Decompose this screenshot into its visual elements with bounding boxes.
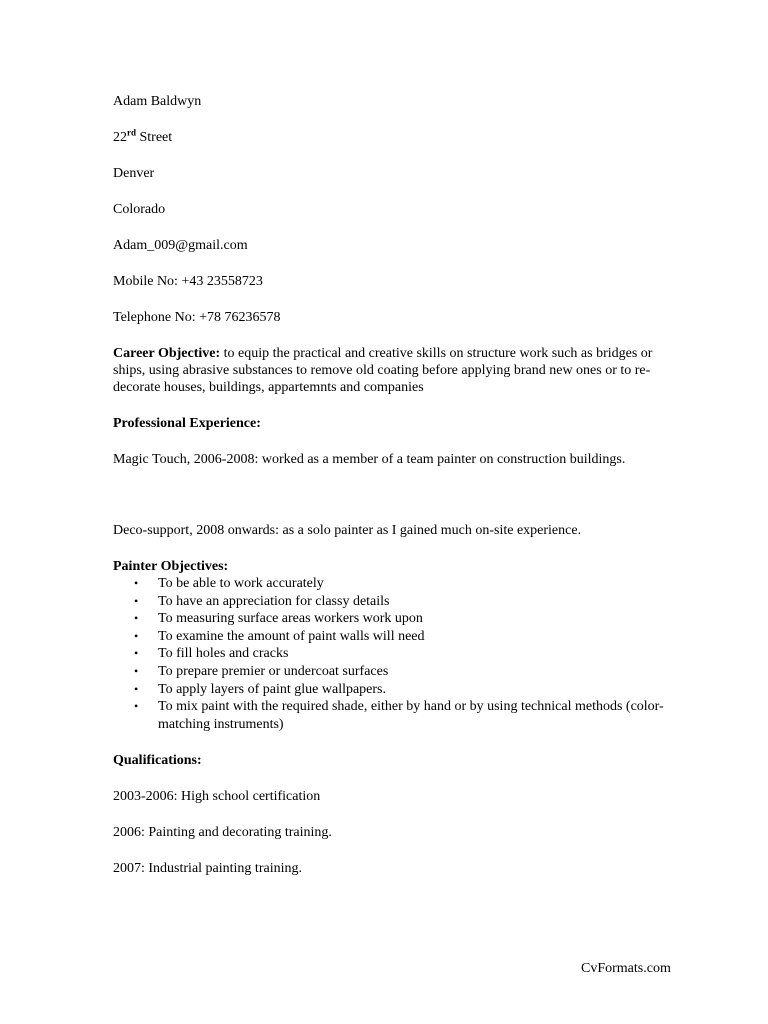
list-item: [113, 663, 688, 681]
contact-state: Colorado: [113, 202, 166, 217]
bullet-icon: •: [134, 663, 139, 678]
career-objective: [113, 345, 688, 396]
list-item: [113, 698, 688, 733]
list-item-text: To examine the amount of paint walls will need: [158, 628, 425, 644]
list-item: [113, 575, 688, 593]
painter-objectives-list: [113, 575, 688, 733]
career-objective-label: Career Objective:: [113, 346, 221, 361]
qualification-item: 2007: Industrial painting training.: [113, 861, 302, 877]
experience-item: Magic Touch, 2006-2008: worked as a member of a team painter on construction buildings.: [113, 452, 626, 467]
qualification-item: 2006: Painting and decorating training.: [113, 825, 332, 841]
contact-city: Denver: [113, 166, 155, 181]
contact-email: Adam_009@gmail.com: [113, 238, 248, 253]
list-item-text: To measuring surface areas workers work upon: [158, 611, 423, 627]
contact-mobile: Mobile No: +43 23558723: [113, 274, 263, 289]
bullet-icon: •: [134, 628, 139, 643]
street-name: Street: [136, 130, 173, 145]
list-item: [113, 681, 688, 699]
bullet-icon: •: [134, 576, 139, 590]
experience-item: Deco-support, 2008 onwards: as a solo painter as I gained much on-site experience.: [113, 523, 582, 538]
bullet-icon: •: [134, 611, 139, 626]
professional-experience-heading: Professional Experience:: [113, 416, 261, 431]
list-item: [113, 645, 688, 663]
list-item-text: To mix paint with the required shade, either by hand or by using technical methods (color-matching instruments): [158, 699, 664, 732]
list-item-text: To be able to work accurately: [158, 576, 324, 591]
painter-objectives-heading: Painter Objectives:: [113, 559, 229, 574]
list-item-text: To fill holes and cracks: [158, 646, 289, 662]
contact-street: [113, 129, 688, 146]
bullet-icon: •: [134, 646, 139, 661]
career-objective-text: to equip the practical and creative skills on structure work such as bridges or ships, using abrasive substances to remove old coating before applying brand new ones or to re-decorate houses, buildings, appartemnts and companies: [113, 346, 653, 395]
street-number: 22: [113, 130, 127, 145]
resume-document: [113, 93, 688, 877]
bullet-icon: •: [134, 593, 139, 608]
list-item-text: To have an appreciation for classy details: [158, 593, 390, 609]
qualifications-heading: Qualifications:: [113, 753, 202, 769]
contact-name: Adam Baldwyn: [113, 94, 202, 109]
bullet-icon: •: [134, 681, 139, 696]
street-ordinal-suffix: rd: [127, 127, 136, 138]
qualification-item: 2003-2006: High school certification: [113, 789, 321, 805]
list-item: [113, 593, 688, 611]
list-item: [113, 610, 688, 628]
bullet-icon: •: [134, 699, 139, 714]
footer-source-link[interactable]: CvFormats.com: [581, 961, 671, 976]
list-item-text: To apply layers of paint glue wallpapers.: [158, 681, 387, 697]
list-item: [113, 628, 688, 646]
contact-telephone: Telephone No: +78 76236578: [113, 310, 281, 325]
list-item-text: To prepare premier or undercoat surfaces: [158, 663, 389, 679]
